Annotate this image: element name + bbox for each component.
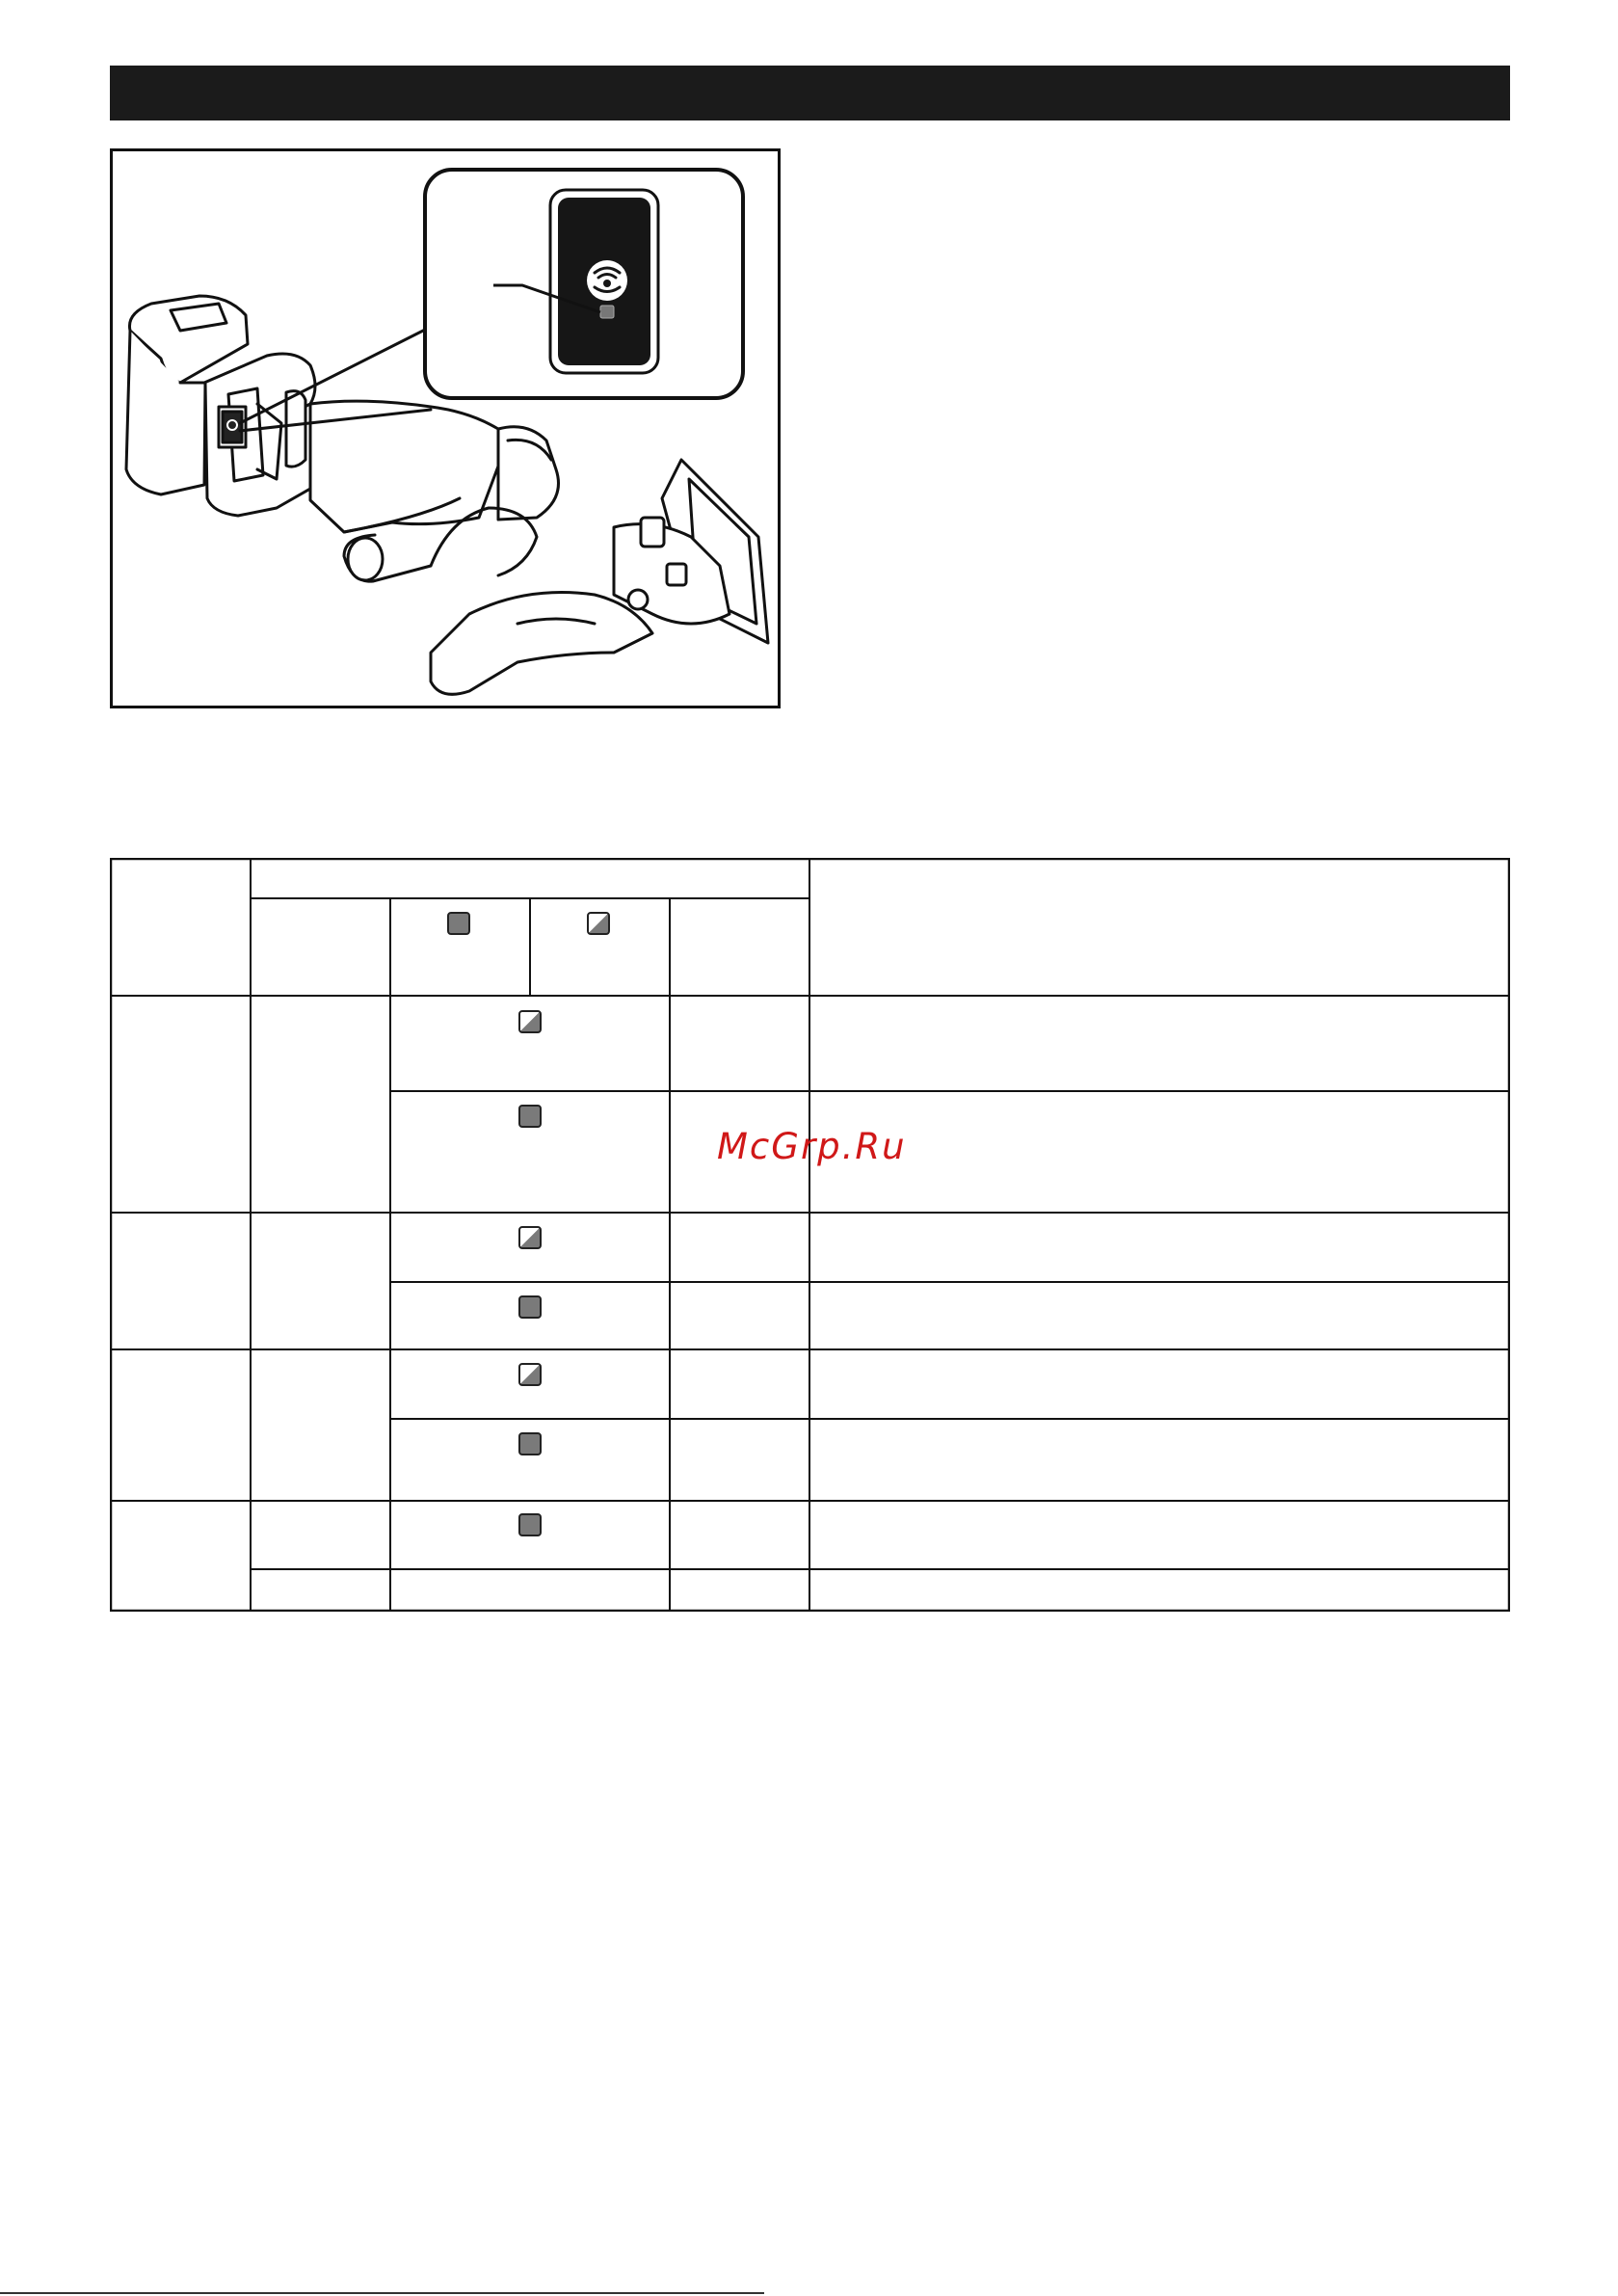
row-indicator-on <box>518 1513 542 1536</box>
row-indicator-on <box>518 1105 542 1128</box>
table-grid <box>110 858 1510 1612</box>
row-indicator-on <box>518 1295 542 1319</box>
section-header-bar <box>110 66 1510 120</box>
row-indicator-blink <box>518 1010 542 1033</box>
grinder-drawing <box>113 151 778 706</box>
legend-on-indicator <box>447 912 470 935</box>
legend-blink-indicator <box>587 912 610 935</box>
footer-rule <box>0 2292 764 2294</box>
row-indicator-blink <box>518 1226 542 1249</box>
row-indicator-on <box>518 1432 542 1455</box>
tool-illustration <box>110 148 781 708</box>
status-table <box>110 858 1510 1612</box>
row-indicator-blink <box>518 1363 542 1386</box>
watermark-text: McGrp.Ru <box>717 1126 907 1167</box>
